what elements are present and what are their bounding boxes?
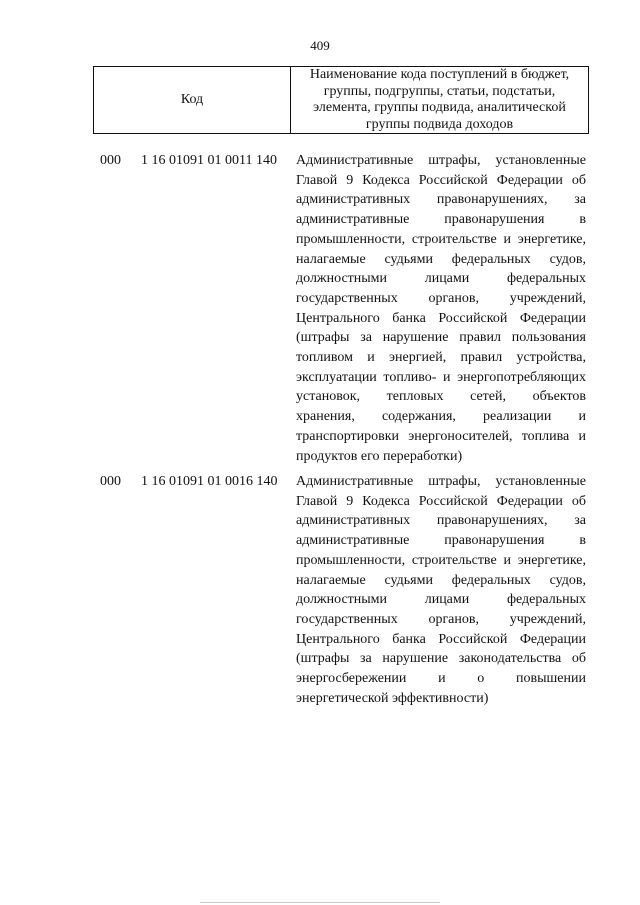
description-line: административные правонарушения в	[296, 212, 586, 228]
scan-edge-divider	[200, 902, 440, 903]
header-name-label: Наименование кода поступлений в бюджет, группы, подгруппы, статьи, подстатьи, элемента, группы подвида, аналитической группы подвида доходов	[309, 67, 570, 132]
description-line: транспортировки энергоносителей, топлива и	[296, 428, 586, 444]
row-income-code: 1 16 01091 01 0011 140	[141, 153, 277, 168]
description-line: налагаемые судьями федеральных судов,	[296, 251, 586, 267]
description-line: эксплуатации топливо- и энергопотребляющих	[296, 369, 586, 385]
row-income-code: 1 16 01091 01 0016 140	[141, 474, 278, 489]
description-line: государственных органов, учреждений,	[296, 611, 586, 627]
description-line: должностными лицами федеральных	[296, 592, 586, 608]
description-line: хранения, содержания, реализации и	[296, 409, 586, 425]
description-line: топливом и энергией, правил устройства,	[296, 350, 586, 366]
description-line: установок, тепловых сетей, объектов	[296, 389, 586, 405]
row-admin-code: 000	[100, 153, 121, 168]
page-number: 409	[310, 38, 330, 53]
description-line: государственных органов, учреждений,	[296, 290, 586, 306]
description-line: Административные штрафы, установленные	[296, 474, 586, 489]
description-line: энергосбережении и о повышении	[296, 671, 586, 687]
description-line: промышленности, строительстве и энергетике,	[296, 231, 586, 247]
description-line: Центрального банка Российской Федерации	[296, 631, 586, 647]
row-description	[296, 151, 586, 466]
description-line: Административные штрафы, установленные	[296, 153, 586, 168]
row-admin-code: 000	[100, 474, 121, 489]
description-line: административные правонарушения в	[296, 533, 586, 549]
description-line: административных правонарушениях, за	[296, 513, 586, 529]
description-line: продуктов его переработки)	[296, 448, 463, 464]
description-line: Центрального банка Российской Федерации	[296, 310, 586, 326]
header-code-cell	[94, 67, 291, 133]
row-description	[296, 472, 586, 708]
description-line: энергетической эффективности)	[296, 690, 489, 706]
header-code-label: Код	[180, 92, 204, 107]
description-line: налагаемые судьями федеральных судов,	[296, 572, 586, 588]
description-line: промышленности, строительстве и энергетике,	[296, 552, 586, 568]
description-line: (штрафы за нарушение правил пользования	[296, 330, 586, 346]
table-header	[93, 66, 589, 134]
description-line: должностными лицами федеральных	[296, 271, 586, 287]
header-name-cell	[291, 67, 588, 133]
description-line: Главой 9 Кодекса Российской Федерации об	[296, 493, 586, 509]
description-line: (штрафы за нарушение законодательства об	[296, 651, 586, 667]
description-line: Главой 9 Кодекса Российской Федерации об	[296, 172, 586, 188]
description-line: административных правонарушениях, за	[296, 192, 586, 208]
